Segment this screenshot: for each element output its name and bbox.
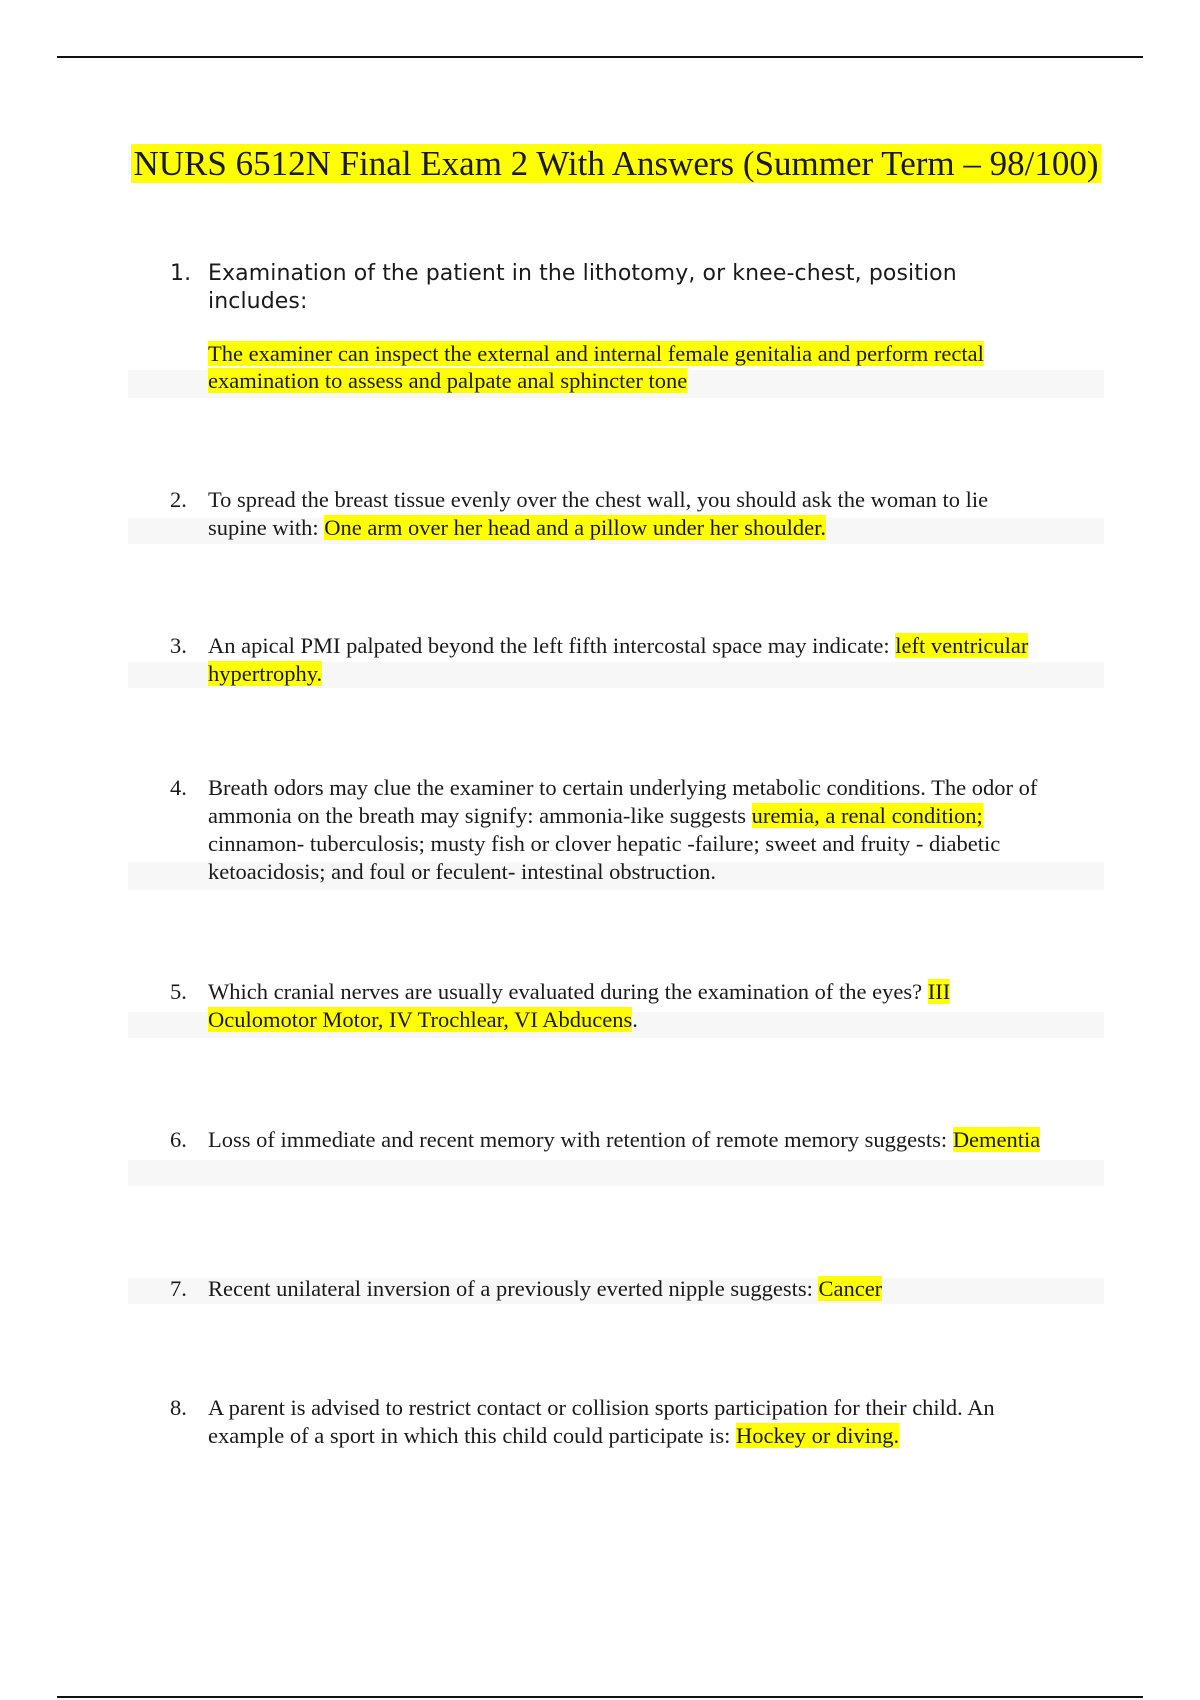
- question-text: Which cranial nerves are usually evaluated during the examination of the eyes?: [208, 979, 928, 1004]
- question-number: 6.: [170, 1127, 187, 1152]
- question-text: Examination of the patient in the lithotomy, or knee-chest, position includes:: [208, 261, 957, 314]
- question-text: A parent is advised to restrict contact or collision sports participation for their child. An example of a sport in which this child could participate is:: [208, 1395, 995, 1448]
- question-2: [170, 486, 1050, 542]
- document-title: [128, 142, 1104, 185]
- question-text: To spread the breast tissue evenly over the chest wall, you should ask the woman to lie supine with:: [208, 487, 989, 540]
- question-number: 3.: [170, 633, 187, 658]
- answer-highlight: Cancer: [818, 1276, 883, 1301]
- background-band: [128, 1160, 1104, 1186]
- answer-highlight: left ventricular hypertrophy.: [208, 633, 1029, 686]
- question-number: 4.: [170, 775, 187, 800]
- answer-highlight: One arm over her head and a pillow under her shoulder.: [324, 515, 826, 540]
- top-rule: [57, 56, 1143, 58]
- question-text-continued: .: [632, 1007, 638, 1032]
- question-text: Loss of immediate and recent memory with retention of remote memory suggests:: [208, 1127, 953, 1152]
- question-number: 2.: [170, 487, 187, 512]
- question-number: 7.: [170, 1276, 187, 1301]
- question-8: [170, 1394, 1050, 1450]
- question-number: 8.: [170, 1395, 187, 1420]
- question-text: Breath odors may clue the examiner to certain underlying metabolic conditions. The odor of ammonia on the breath may signify: ammonia-like suggests: [208, 775, 1038, 828]
- question-6: [170, 1126, 1050, 1154]
- question-1: [170, 260, 1050, 316]
- question-3: [170, 632, 1050, 688]
- question-number: 1.: [170, 261, 192, 286]
- answer-highlight: III Oculomotor Motor, IV Trochlear, VI Abducens: [208, 979, 951, 1032]
- question-text: Recent unilateral inversion of a previously everted nipple suggests:: [208, 1276, 819, 1301]
- answer-1: [208, 340, 1068, 394]
- bottom-rule: [57, 1696, 1143, 1698]
- question-7: [170, 1275, 1050, 1303]
- question-5: [170, 978, 1050, 1034]
- answer-highlight: The examiner can inspect the external and internal female genitalia and perform rectal examination to assess and palpate anal sphincter tone: [208, 341, 984, 393]
- question-4: [170, 774, 1050, 886]
- question-text-continued: cinnamon- tuberculosis; musty fish or clover hepatic -failure; sweet and fruity - diabetic ketoacidosis; and foul or feculent- intestinal obstruction.: [208, 831, 1001, 884]
- answer-highlight: Dementia: [952, 1127, 1041, 1152]
- question-number: 5.: [170, 979, 187, 1004]
- answer-highlight: Hockey or diving.: [736, 1423, 900, 1448]
- document-title-text: NURS 6512N Final Exam 2 With Answers (Summer Term – 98/100): [133, 144, 1099, 183]
- answer-highlight: uremia, a renal condition;: [751, 803, 983, 828]
- question-text: An apical PMI palpated beyond the left fifth intercostal space may indicate:: [208, 633, 896, 658]
